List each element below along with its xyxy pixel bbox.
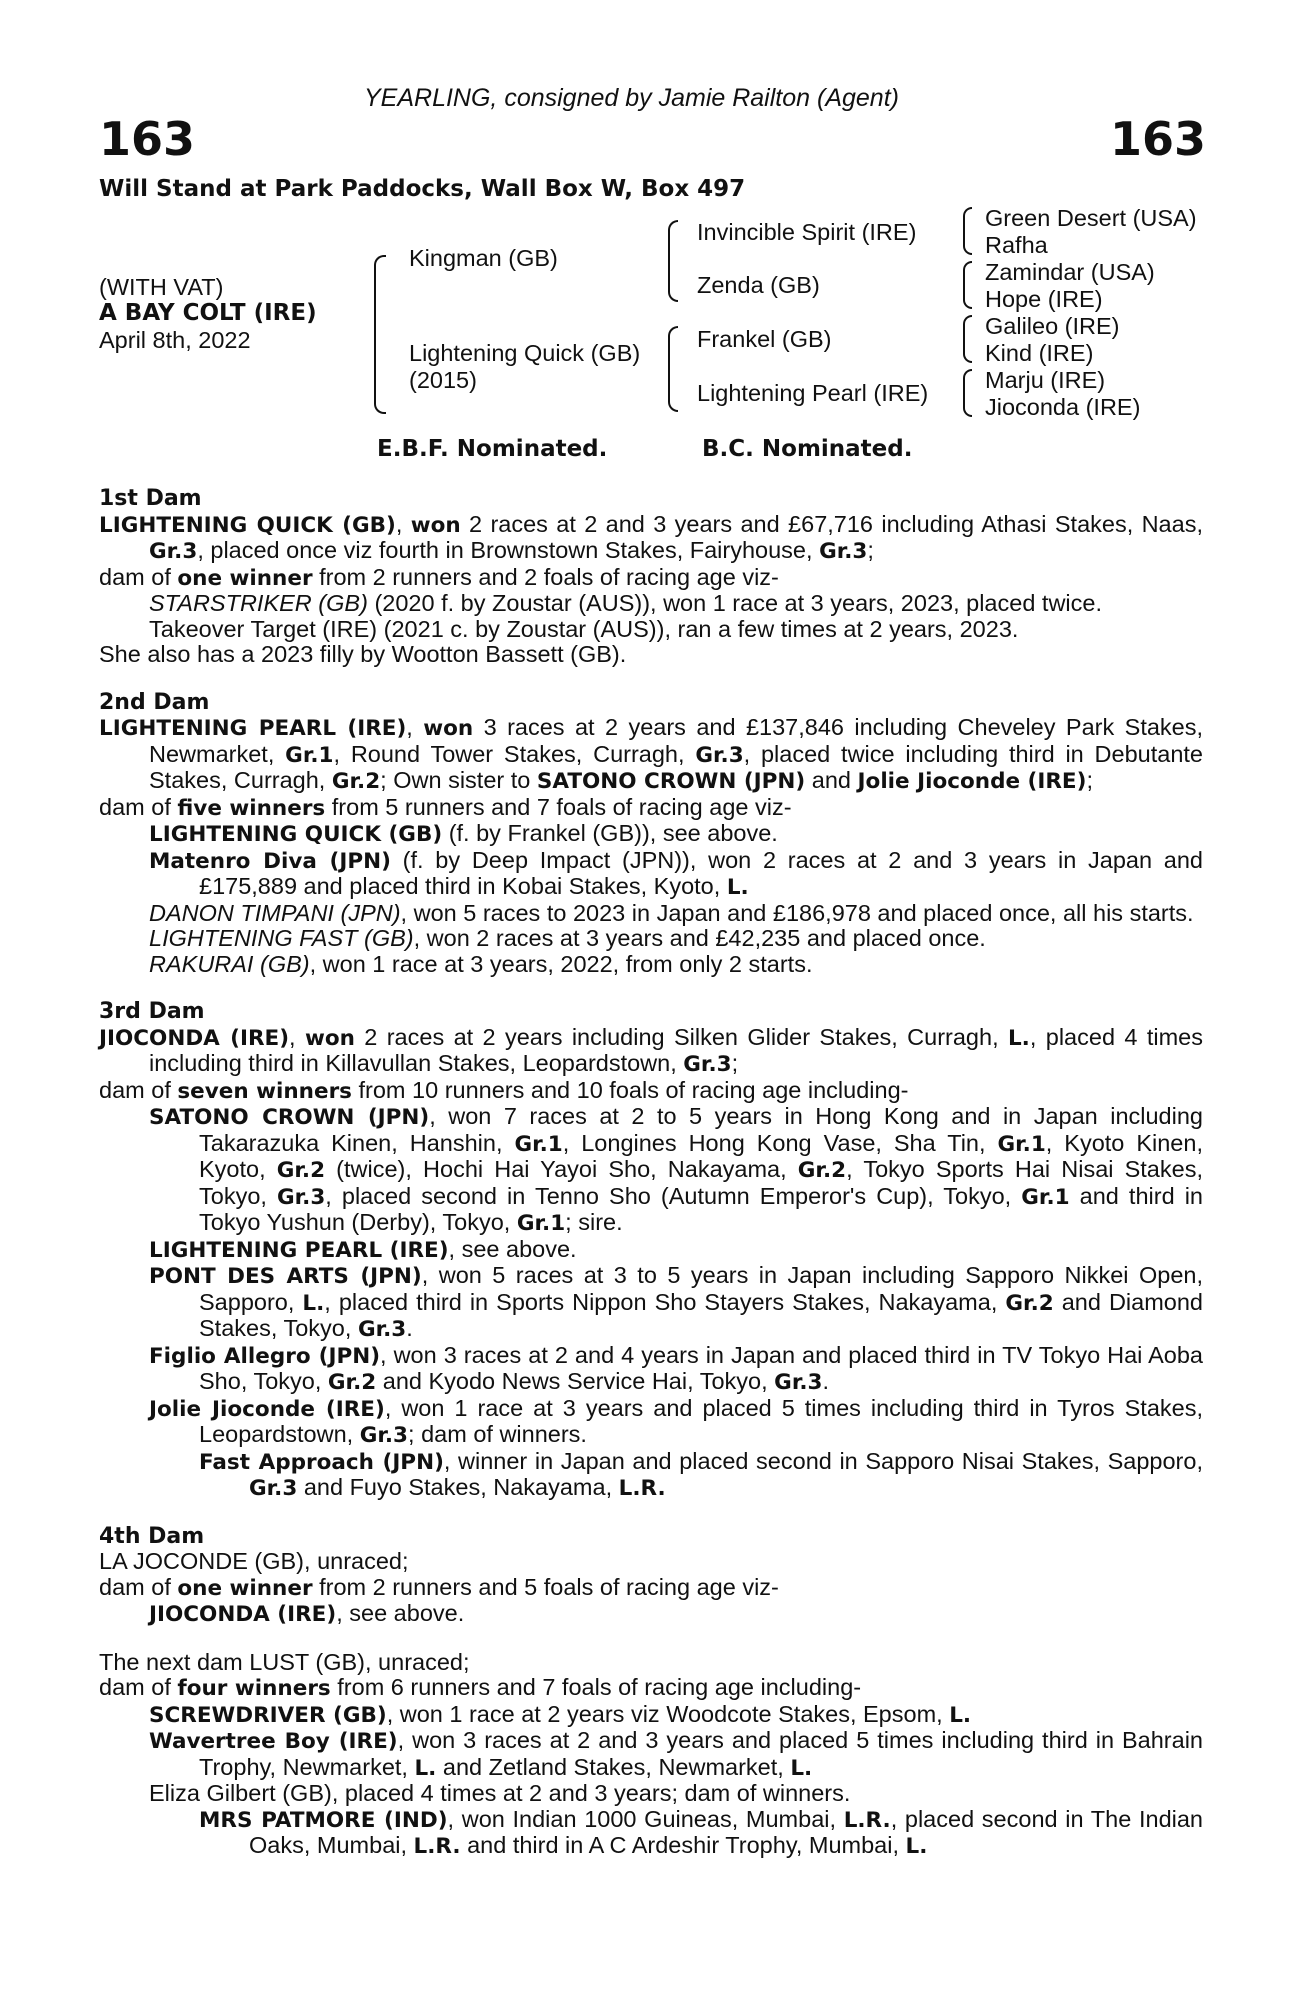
entry-line: [99, 1104, 1203, 1237]
italic-name: RAKURAI (GB): [149, 950, 310, 977]
entry-line: [99, 1549, 1203, 1575]
entry-line: [99, 1702, 1203, 1729]
bold-name: Matenro Diva (JPN): [149, 848, 391, 874]
text-run: , see above.: [336, 1600, 465, 1626]
bold-name: SATONO CROWN (JPN): [149, 1105, 430, 1130]
text-run: , won 1 race at 2 years viz Woodcote Stakes, Epsom,: [386, 1700, 950, 1727]
bold-name: Gr.2: [1005, 1290, 1054, 1316]
text-run: , won 3 races at 2 and 3 years and placed 5 times including third in Bahrain Trophy, Newmarket,: [199, 1727, 1203, 1780]
dam-sire-sire: Galileo (IRE): [985, 313, 1120, 339]
dam-year: (2015): [409, 367, 477, 393]
text-run: from 2 runners and 2 foals of racing age viz-: [312, 563, 779, 590]
bold-name: JIOCONDA (IRE): [99, 1025, 290, 1051]
stand-location: Will Stand at Park Paddocks, Wall Box W, Box 497: [99, 176, 746, 202]
ebf-nominated: E.B.F. Nominated.: [377, 436, 608, 462]
entry-line: [99, 795, 1203, 822]
text-run: dam of: [99, 793, 178, 820]
bold-name: won: [423, 716, 474, 741]
text-run: and third in Tokyo Yushun (Derby), Tokyo,: [199, 1182, 1203, 1235]
text-run: ,: [395, 510, 411, 537]
sire: Kingman (GB): [409, 245, 558, 271]
bold-name: SATONO CROWN (JPN): [536, 769, 806, 794]
entry-line: [99, 1650, 1203, 1676]
entry-line: [99, 952, 1203, 978]
text-run: .: [406, 1315, 413, 1341]
bracket-sire: [668, 220, 678, 302]
text-run: ;: [867, 537, 874, 563]
italic-name: LIGHTENING FAST (GB): [149, 925, 414, 951]
text-run: and: [805, 767, 858, 793]
text-run: from 2 runners and 5 foals of racing age viz-: [312, 1573, 779, 1600]
text-run: , placed second in The Indian Oaks, Mumbai,: [249, 1805, 1203, 1858]
text-run: ;: [731, 1050, 739, 1076]
text-run: 3 races at 2 years and £137,846 including Cheveley Park Stakes, Newmarket,: [149, 714, 1204, 767]
bold-name: LIGHTENING PEARL (IRE): [99, 716, 407, 741]
text-run: dam of: [99, 1674, 178, 1700]
bold-name: L.R.: [413, 1834, 461, 1859]
entry-line: [99, 565, 1203, 592]
entry-line: [99, 848, 1203, 901]
bold-name: Gr.3: [149, 539, 198, 564]
text-run: 2 races at 2 years including Silken Glider Stakes, Curragh,: [354, 1023, 1008, 1050]
bracket-ds: [963, 315, 972, 363]
entry-line: [99, 1575, 1203, 1602]
text-run: dam of: [99, 1573, 178, 1600]
bracket-dam: [668, 326, 678, 412]
text-run: and third in A C Ardeshir Trophy, Mumbai,: [460, 1832, 906, 1858]
lot-number-left: 163: [99, 112, 196, 166]
bold-name: PONT DES ARTS (JPN): [149, 1264, 422, 1289]
entry-line: [99, 1807, 1203, 1860]
text-run: Takeover Target (IRE) (2021 c. by Zoustar (AUS)), ran a few times at 2 years, 2023.: [149, 615, 1019, 642]
dam-section: [99, 1650, 1203, 1860]
text-run: (twice), Hochi Hai Yayoi Sho, Nakayama,: [325, 1156, 798, 1182]
text-run: ; sire.: [565, 1209, 623, 1235]
dam: Lightening Quick (GB): [409, 340, 641, 366]
bold-name: Gr.2: [331, 769, 381, 794]
bold-name: MRS PATMORE (IND): [199, 1807, 448, 1833]
text-run: , won 5 races at 3 to 5 years in Japan including Sapporo Nikkei Open, Sapporo,: [199, 1262, 1204, 1315]
bold-name: Gr.3: [819, 539, 868, 564]
section-heading: 4th Dam: [99, 1523, 205, 1549]
bracket-main: [374, 255, 386, 414]
text-run: ; dam of winners.: [408, 1421, 587, 1447]
entry-line: [99, 1781, 1203, 1807]
bold-name: Gr.1: [1021, 1184, 1070, 1210]
italic-name: DANON TIMPANI (JPN): [149, 899, 401, 926]
text-run: , placed third in Sports Nippon Sho Stayers Stakes, Nakayama,: [324, 1288, 1006, 1315]
text-run: ; Own sister to: [380, 767, 537, 793]
text-run: .: [822, 1368, 830, 1394]
bold-name: Gr.3: [276, 1184, 326, 1210]
bold-name: Fast Approach (JPN): [199, 1449, 444, 1475]
bold-name: won: [410, 512, 461, 538]
bold-name: JIOCONDA (IRE): [149, 1602, 337, 1627]
horse-name: A BAY COLT (IRE): [99, 300, 317, 326]
bold-name: Gr.3: [359, 1423, 409, 1448]
bc-nominated: B.C. Nominated.: [702, 436, 913, 462]
entry-line: [99, 901, 1203, 927]
entry-line: [99, 512, 1203, 565]
entry-line: [99, 1343, 1203, 1396]
text-run: and Diamond Stakes, Tokyo,: [199, 1288, 1204, 1341]
entry-line: [99, 1078, 1203, 1105]
text-run: dam of: [99, 563, 178, 590]
entry-line: [99, 715, 1203, 795]
text-run: (2020 f. by Zoustar (AUS)), won 1 race at 3 years, 2023, placed twice.: [367, 590, 1102, 616]
entry-line: [99, 1601, 1203, 1628]
bold-name: one winner: [177, 1575, 313, 1601]
bold-name: Gr.3: [249, 1476, 298, 1501]
bold-name: Gr.3: [683, 1052, 732, 1077]
text-run: Eliza Gilbert (GB), placed 4 times at 2 and 3 years; dam of winners.: [149, 1780, 851, 1806]
text-run: , Tokyo Sports Hai Nisai Stakes, Tokyo,: [199, 1156, 1203, 1209]
dam-family-notes: [99, 486, 1203, 1860]
text-run: ,: [406, 714, 424, 740]
text-run: , won 2 races at 3 years and £42,235 and placed once.: [413, 925, 986, 951]
text-run: ;: [1086, 767, 1093, 793]
bold-name: won: [304, 1025, 355, 1051]
dam-section: [99, 486, 1203, 668]
entry-line: [99, 1675, 1203, 1702]
entry-line: [99, 1396, 1203, 1449]
text-run: , won 1 race at 3 years, 2022, from only 2 starts.: [309, 950, 813, 977]
text-run: LA JOCONDE (GB), unraced;: [99, 1548, 409, 1574]
bold-name: Gr.2: [327, 1370, 377, 1395]
dam-section: [99, 999, 1203, 1502]
sire-sire-sire: Green Desert (USA): [985, 205, 1197, 231]
bold-name: L.: [726, 875, 749, 900]
text-run: , Kyoto Kinen, Kyoto,: [199, 1129, 1203, 1182]
dam-sire: Frankel (GB): [697, 326, 832, 352]
sire-dam: Zenda (GB): [697, 272, 820, 298]
entry-line: [99, 1728, 1203, 1781]
bold-name: Gr.1: [516, 1211, 566, 1236]
bold-name: seven winners: [177, 1078, 352, 1104]
lot-number-right: 163: [1109, 112, 1206, 166]
text-run: dam of: [99, 1076, 178, 1103]
entry-line: [99, 1263, 1203, 1343]
text-run: and Fuyo Stakes, Nakayama,: [297, 1474, 619, 1500]
entry-line: [99, 926, 1203, 952]
text-run: , Round Tower Stakes, Curragh,: [333, 740, 696, 767]
bold-name: Gr.1: [285, 742, 334, 768]
bold-name: L.: [1007, 1025, 1030, 1051]
bold-name: five winners: [177, 795, 326, 821]
entry-line: [99, 591, 1203, 617]
bold-name: Gr.2: [276, 1158, 326, 1183]
bracket-dd: [963, 369, 972, 417]
bold-name: Jolie Jioconde (IRE): [857, 769, 1087, 794]
text-run: , won 5 races to 2023 in Japan and £186,978 and placed once, all his starts.: [400, 899, 1194, 926]
text-run: , won 7 races at 2 to 5 years in Hong Kong and in Japan including Takarazuka Kinen, Hanshin,: [199, 1103, 1203, 1156]
entry-line: [99, 1449, 1203, 1502]
sire-dam-dam: Hope (IRE): [985, 286, 1103, 312]
sire-sire: Invincible Spirit (IRE): [697, 219, 917, 245]
text-run: ,: [289, 1023, 305, 1050]
text-run: and Kyodo News Service Hai, Tokyo,: [376, 1368, 775, 1394]
bold-name: one winner: [177, 565, 313, 591]
text-run: from 5 runners and 7 foals of racing age viz-: [325, 793, 792, 820]
bold-name: L.: [790, 1755, 813, 1781]
entry-line: [99, 642, 1203, 668]
foaling-date: April 8th, 2022: [99, 327, 251, 353]
text-run: , see above.: [448, 1235, 577, 1262]
bracket-ss: [963, 207, 972, 255]
sire-sire-dam: Rafha: [985, 232, 1048, 258]
bold-name: Gr.2: [797, 1158, 847, 1183]
text-run: The next dam LUST (GB), unraced;: [99, 1648, 470, 1675]
text-run: (f. by Frankel (GB)), see above.: [442, 820, 778, 846]
bracket-sd: [963, 261, 972, 309]
bold-name: Gr.1: [997, 1131, 1046, 1157]
vat-note: (WITH VAT): [99, 274, 224, 300]
text-run: 2 races at 2 and 3 years and £67,716 including Athasi Stakes, Naas,: [460, 510, 1203, 537]
text-run: , won 3 races at 2 and 4 years in Japan and placed third in TV Tokyo Hai Aoba Sho, Tokyo,: [199, 1341, 1204, 1394]
text-run: from 10 runners and 10 foals of racing age including-: [351, 1076, 909, 1103]
entry-line: [99, 1237, 1203, 1264]
section-heading: 3rd Dam: [99, 999, 205, 1024]
bold-name: four winners: [177, 1676, 331, 1701]
text-run: She also has a 2023 filly by Wootton Bassett (GB).: [99, 641, 627, 667]
dam-dam: Lightening Pearl (IRE): [697, 380, 929, 406]
text-run: , won 1 race at 3 years and placed 5 times including third in Tyros Stakes, Leopardstown,: [199, 1394, 1203, 1447]
bold-name: Jolie Jioconde (IRE): [149, 1396, 385, 1422]
text-run: from 6 runners and 7 foals of racing age including-: [330, 1674, 862, 1700]
bold-name: SCREWDRIVER (GB): [149, 1702, 387, 1728]
bold-name: L.: [949, 1702, 972, 1728]
text-run: (f. by Deep Impact (JPN)), won 2 races at 2 and 3 years in Japan and £175,889 and placed third in Kobai Stakes, Kyoto,: [199, 846, 1203, 899]
bold-name: Wavertree Boy (IRE): [149, 1729, 398, 1754]
dam-sire-dam: Kind (IRE): [985, 340, 1094, 366]
bold-name: LIGHTENING PEARL (IRE): [149, 1237, 449, 1263]
bold-name: L.: [302, 1290, 325, 1316]
bold-name: Figlio Allegro (JPN): [149, 1343, 381, 1369]
text-run: , placed once viz fourth in Brownstown Stakes, Fairyhouse,: [197, 537, 820, 563]
bold-name: LIGHTENING QUICK (GB): [99, 512, 396, 538]
text-run: and Zetland Stakes, Newmarket,: [436, 1753, 791, 1780]
text-run: , placed twice including third in Debutante Stakes, Curragh,: [149, 740, 1203, 793]
bold-name: Gr.3: [695, 742, 744, 768]
bold-name: Gr.3: [774, 1370, 823, 1395]
bold-name: L.: [414, 1755, 437, 1781]
entry-line: [99, 1025, 1203, 1078]
dam-dam-sire: Marju (IRE): [985, 367, 1106, 393]
consignor-subtitle: YEARLING, consigned by Jamie Railton (Agent): [364, 84, 899, 112]
bold-name: Gr.1: [514, 1131, 563, 1157]
dam-section: [99, 1524, 1203, 1628]
text-run: , placed 4 times including third in Killavullan Stakes, Leopardstown,: [149, 1023, 1203, 1076]
text-run: , won Indian 1000 Guineas, Mumbai,: [447, 1805, 844, 1832]
text-run: , Longines Hong Kong Vase, Sha Tin,: [562, 1129, 998, 1156]
section-heading: 1st Dam: [99, 486, 202, 511]
italic-name: STARSTRIKER (GB): [149, 590, 368, 616]
bold-name: L.R.: [843, 1807, 891, 1833]
entry-line: [99, 821, 1203, 848]
bold-name: L.: [905, 1834, 928, 1859]
entry-line: [99, 617, 1203, 643]
bold-name: LIGHTENING QUICK (GB): [149, 822, 443, 847]
sire-dam-sire: Zamindar (USA): [985, 259, 1155, 285]
text-run: , placed second in Tenno Sho (Autumn Emperor's Cup), Tokyo,: [325, 1182, 1022, 1209]
text-run: , winner in Japan and placed second in Sapporo Nisai Stakes, Sapporo,: [443, 1447, 1203, 1474]
bold-name: Gr.3: [357, 1317, 407, 1342]
dam-dam-dam: Jioconda (IRE): [985, 394, 1141, 420]
section-heading: 2nd Dam: [99, 689, 210, 715]
bold-name: L.R.: [618, 1476, 666, 1501]
dam-section: [99, 690, 1203, 978]
